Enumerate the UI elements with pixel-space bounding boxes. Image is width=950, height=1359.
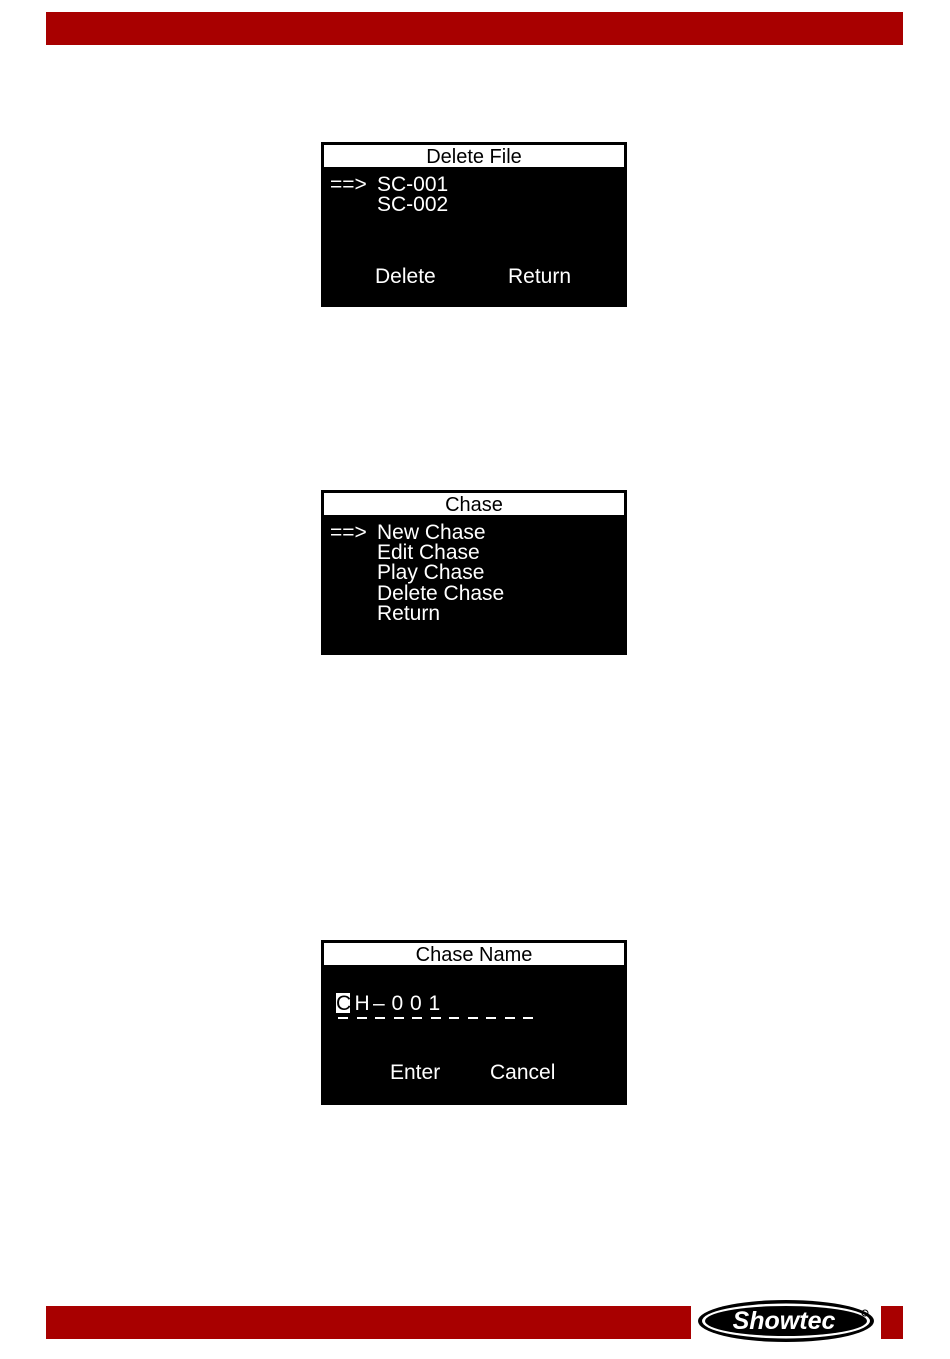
file-item[interactable]: SC-001 [377, 173, 449, 196]
char-underline [375, 1017, 385, 1019]
name-char [521, 993, 537, 1013]
name-char-slot[interactable] [392, 993, 408, 1019]
selection-arrow: ==> [330, 521, 367, 544]
name-char [447, 993, 463, 1013]
name-char-slot[interactable] [355, 993, 371, 1019]
menu-item-edit-chase[interactable]: Edit Chase [377, 541, 480, 564]
file-item[interactable]: SC-002 [377, 193, 449, 216]
name-char: 0 [391, 992, 404, 1015]
name-char-slot[interactable] [410, 993, 426, 1019]
char-underline [357, 1017, 367, 1019]
return-button[interactable]: Return [508, 265, 572, 288]
name-char [484, 993, 500, 1013]
footer-bar [46, 1306, 691, 1339]
name-char-slot[interactable] [447, 993, 463, 1019]
name-char-slot[interactable] [521, 993, 537, 1019]
showtec-logo [696, 1298, 876, 1344]
delete-button[interactable]: Delete [375, 265, 436, 288]
menu-item-play-chase[interactable]: Play Chase [377, 561, 485, 584]
selection-arrow: ==> [330, 173, 367, 196]
lcd-chase [321, 490, 627, 655]
name-char: 0 [410, 992, 422, 1015]
name-char-slot[interactable] [373, 993, 389, 1019]
menu-item-delete-chase[interactable]: Delete Chase [377, 582, 505, 605]
name-char-slot[interactable] [466, 993, 482, 1019]
char-underline [431, 1017, 441, 1019]
cancel-button[interactable]: Cancel [490, 1061, 556, 1084]
lcd-chase-name [321, 940, 627, 1105]
char-underline [505, 1017, 515, 1019]
char-underline [523, 1017, 533, 1019]
header-bar [46, 12, 903, 45]
footer-bar-end [881, 1306, 903, 1339]
char-underline [412, 1017, 422, 1019]
menu-item-return[interactable]: Return [377, 602, 441, 625]
name-char: 1 [428, 992, 441, 1015]
logo-text: Showtec [732, 1307, 836, 1335]
char-underline [394, 1017, 404, 1019]
char-underline [486, 1017, 496, 1019]
lcd-delete-file [321, 142, 627, 307]
menu-item-new-chase[interactable]: New Chase [377, 521, 486, 544]
name-char-slot[interactable] [484, 993, 500, 1019]
char-underline [468, 1017, 478, 1019]
name-char: C [336, 992, 352, 1015]
char-underline [338, 1017, 348, 1019]
name-char: H [354, 992, 370, 1015]
name-char [466, 993, 482, 1013]
name-char-slot[interactable] [503, 993, 519, 1019]
name-char-cursor[interactable] [336, 993, 352, 1019]
name-char: – [373, 992, 385, 1015]
enter-button[interactable]: Enter [390, 1061, 441, 1084]
lcd-title: Delete File [324, 145, 624, 167]
name-char-slot[interactable] [429, 993, 445, 1019]
lcd-title: Chase Name [324, 943, 624, 965]
name-char [503, 993, 519, 1013]
lcd-title: Chase [324, 493, 624, 515]
char-underline [449, 1017, 459, 1019]
